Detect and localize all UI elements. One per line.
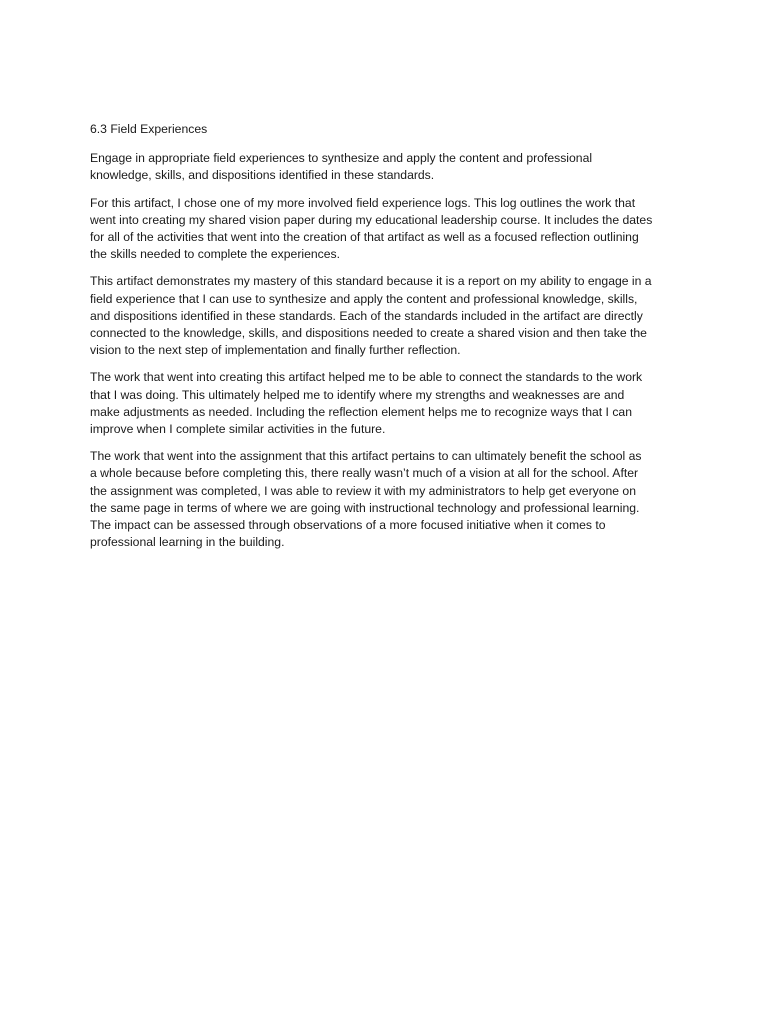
text-line: The work that went into the assignment that this artifact pertains to can ultimately benefit the school as: [90, 449, 642, 464]
text-line: The impact can be assessed through observations of a more focused initiative when it comes to: [90, 518, 606, 533]
text-line: The work that went into creating this artifact helped me to be able to connect the standards to the work: [90, 370, 643, 385]
text-line: professional learning in the building.: [90, 535, 285, 550]
text-line: the same page in terms of where we are going with instructional technology and professional learning.: [90, 500, 640, 515]
text-line: vision to the next step of implementation and finally further reflection.: [90, 343, 461, 358]
reflection-paragraph: [90, 369, 682, 438]
text-line: a whole because before completing this, there really wasn’t much of a vision at all for the school. After: [90, 466, 639, 481]
text-line: the skills needed to complete the experiences.: [90, 247, 340, 262]
text-line: that I was doing. This ultimately helped me to identify where my strengths and weaknesses are and: [90, 387, 625, 402]
standard-description-paragraph: [90, 150, 682, 184]
text-line: For this artifact, I chose one of my more involved field experience logs. This log outlines the work that: [90, 195, 636, 210]
text-line: This artifact demonstrates my mastery of this standard because it is a report on my ability to engage in a: [90, 274, 652, 289]
text-line: knowledge, skills, and dispositions identified in these standards.: [90, 168, 435, 183]
text-line: improve when I complete similar activities in the future.: [90, 422, 386, 437]
text-line: Engage in appropriate field experiences to synthesize and apply the content and professional: [90, 151, 593, 166]
text-line: connected to the knowledge, skills, and dispositions needed to create a shared vision and then take the: [90, 326, 647, 341]
text-line: field experience that I can use to synthesize and apply the content and professional knowledge, skills,: [90, 291, 638, 306]
section-heading: 6.3 Field Experiences: [90, 122, 208, 136]
impact-paragraph: [90, 448, 682, 551]
text-line: the assignment was completed, I was able to review it with my administrators to help get everyone on: [90, 483, 636, 498]
mastery-paragraph: [90, 273, 682, 359]
artifact-choice-paragraph: [90, 195, 682, 264]
text-line: for all of the activities that went into the creation of that artifact as well as a focused reflection outlining: [90, 230, 639, 245]
text-line: make adjustments as needed. Including the reflection element helps me to recognize ways that I can: [90, 404, 632, 419]
document-body: [90, 121, 682, 561]
text-line: went into creating my shared vision paper during my educational leadership course. It includes the dates: [90, 212, 653, 227]
text-line: and dispositions identified in these standards. Each of the standards included in the artifact are directly: [90, 308, 643, 323]
